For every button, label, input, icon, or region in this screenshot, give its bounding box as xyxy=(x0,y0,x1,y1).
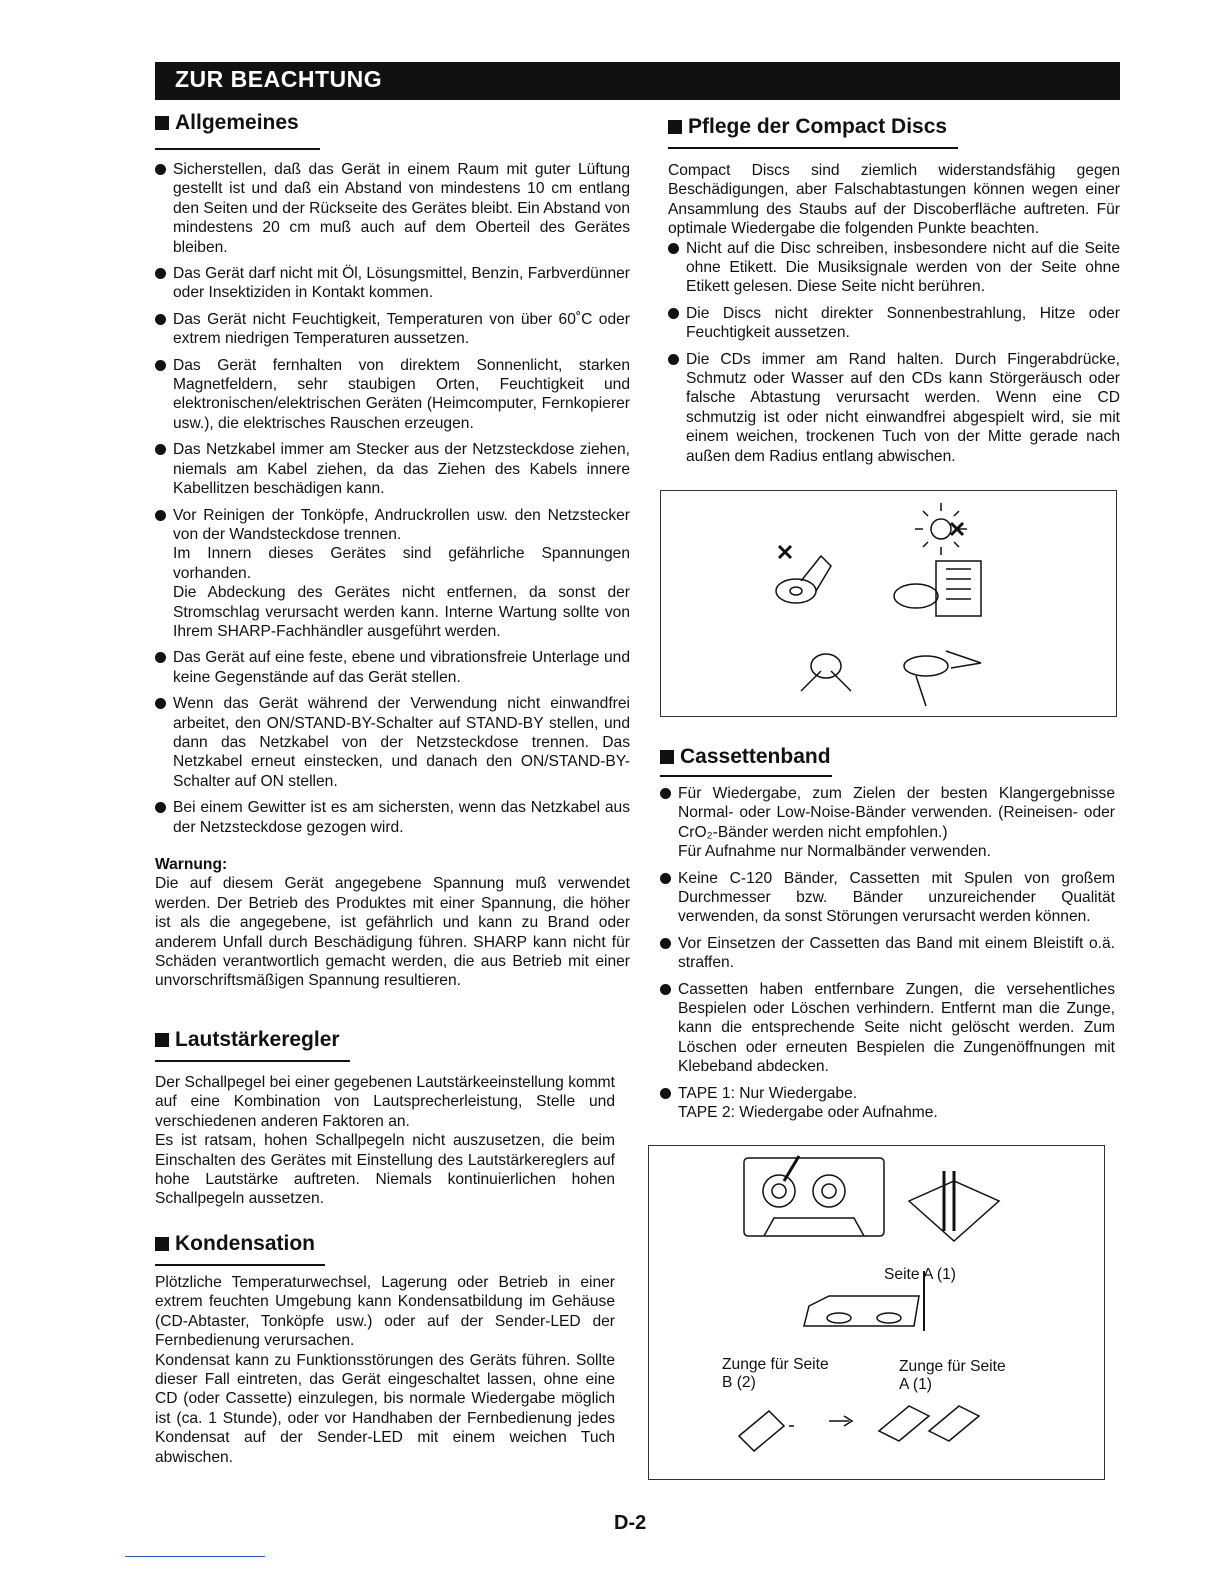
square-bullet-icon xyxy=(155,116,169,130)
paragraph: Kondensat kann zu Funktionsstörungen des Geräts führen. Sollte dieser Fall eintreten, das Gerät eingeschaltet lassen, ohne eine CD (oder Cassette) einzulegen, bis normale Wiedergabe möglich ist (ca. 1 Stunde), oder vor Handhaben der Fernbedienung jedes Kondensat auf der Sender-LED mit einem weichen Tuch abwischen. xyxy=(155,1351,615,1466)
cassette-drawing xyxy=(649,1146,1104,1479)
heading-underline xyxy=(668,147,958,149)
disc-wipe-icon xyxy=(904,656,948,676)
list-item: TAPE 1: Nur Wiedergabe. xyxy=(660,1084,1115,1103)
warning-text: Die auf diesem Gerät angegebene Spannung muß verwendet werden. Der Betrieb des Produktes mit einer Spannung, die höher ist als die angegebene, ist gefährlich und kann zu Brand oder anderem Unfall durch Beschädigung führen. SHARP kann nicht für Schäden verantwortlich gemacht werden, die aus Betrieb mit einer unvorschriftsmäßigen Spannung resultieren. xyxy=(155,875,630,990)
lautstaerke-body xyxy=(155,1073,615,1209)
paragraph: Der Schallpegel bei einer gegebenen Lautstärkeeinstellung kommt auf eine Kombination von Lautsprecherleistung, Stelle und verschiedenen anderen Faktoren an. xyxy=(155,1074,615,1130)
disc-icon xyxy=(776,579,816,603)
disc-hand-icon xyxy=(811,654,841,678)
heading-allgemeines: Allgemeines xyxy=(155,111,299,135)
kondensation-body xyxy=(155,1273,615,1467)
list-item: Vor Reinigen der Tonköpfe, Andruckrollen usw. den Netzstecker von der Wandsteckdose trennen. xyxy=(155,506,630,545)
pflege-body xyxy=(668,161,1120,473)
heading-lautstaerke: Lautstärkeregler xyxy=(155,1028,340,1052)
disc-icon xyxy=(894,584,938,608)
square-bullet-icon xyxy=(155,1237,169,1251)
list-item: Die Discs nicht direkter Sonnenbestrahlung, Hitze oder Feuchtigkeit aussetzen. xyxy=(668,304,1120,343)
list-item-continuation: TAPE 2: Wiedergabe oder Aufnahme. xyxy=(678,1104,938,1122)
square-bullet-icon xyxy=(668,120,682,134)
list-item: Die CDs immer am Rand halten. Durch Fingerabdrücke, Schmutz oder Wasser auf den CDs kann Störgeräusch oder falsche Abtastung verursacht werden. Wenn eine CD schmutzig ist oder nicht einwandfrei abgespielt wird, sie mit einem weichen, trockenen Tuch von der Mitte gerade nach außen dem Radius entlang abwischen. xyxy=(668,350,1120,466)
list-item-continuation: Für Aufnahme nur Normalbänder verwenden. xyxy=(678,843,991,861)
arrow-right-icon xyxy=(829,1416,852,1426)
list-item: Das Gerät nicht Feuchtigkeit, Temperaturen von über 60˚C oder extrem niedrigen Temperaturen aussetzen. xyxy=(155,310,630,349)
sun-icon xyxy=(931,519,951,539)
heading-cassettenband: Cassettenband xyxy=(660,745,831,769)
list-item: Das Gerät auf eine feste, ebene und vibrationsfreie Unterlage und keine Gegenstände auf das Gerät stellen. xyxy=(155,648,630,687)
list-item: Das Netzkabel immer am Stecker aus der Netzsteckdose ziehen, niemals am Kabel ziehen, da das Ziehen des Kabels innere Kabellitzen beschädigen kann. xyxy=(155,440,630,498)
warning-title: Warnung: xyxy=(155,856,228,873)
list-item: Das Gerät darf nicht mit Öl, Lösungsmittel, Benzin, Farbverdünner oder Insektiziden in Kontakt kommen. xyxy=(155,264,630,303)
cross-icon xyxy=(779,546,791,558)
heading-underline xyxy=(155,1264,325,1266)
heading-pflege: Pflege der Compact Discs xyxy=(668,115,947,139)
list-item: Nicht auf die Disc schreiben, insbesondere nicht auf die Seite ohne Etikett. Die Musiksignale werden von der Seite ohne Etikett gelesen. Diese Seite nicht berühren. xyxy=(668,239,1120,297)
page-header-title: ZUR BEACHTUNG xyxy=(175,66,383,92)
list-item: Keine C-120 Bänder, Cassetten mit Spulen von großem Durchmesser bzw. Bänder unzureichender Qualität verwenden, da sonst Störungen verursacht werden können. xyxy=(660,869,1115,927)
list-item: Das Gerät fernhalten von direktem Sonnenlicht, starken Magnetfeldern, sehr staubigen Orten, Feuchtigkeit und elektronischen/elektrischen Geräten (Heimcomputer, Fernkopierer usw.), die elektrisches Rauschen erzeugen. xyxy=(155,356,630,434)
square-bullet-icon xyxy=(155,1033,169,1047)
cassettenband-body xyxy=(660,784,1115,1123)
list-item-continuation: Im Innern dieses Gerätes sind gefährliche Spannungen vorhanden. xyxy=(173,545,630,582)
paragraph: Plötzliche Temperaturwechsel, Lagerung oder Betrieb in einer extrem feuchten Umgebung kann Kondensatbildung im Gehäuse (CD-Abtaster, Tonköpfe usw.) oder auf der Sender-LED der Fernbedienung verursachen. xyxy=(155,1274,615,1350)
label-tab-a: Zunge für Seite A (1) xyxy=(899,1358,1006,1393)
pencil-icon xyxy=(784,1156,799,1181)
cd-care-illustration xyxy=(660,490,1117,717)
label-side-a: Seite A (1) xyxy=(884,1266,956,1283)
label-tab-b: Zunge für Seite B (2) xyxy=(722,1356,829,1391)
tab-break-icon xyxy=(739,1411,794,1451)
heading-underline xyxy=(155,148,320,150)
list-item: Wenn das Gerät während der Verwendung nicht einwandfrei arbeitet, den ON/STAND-BY-Schalter auf STAND-BY stellen, und dann das Netzkabel von der Netzsteckdose trennen. Das Netzkabel erneut einstecken, und danach den ON/STAND-BY-Schalter auf ON stellen. xyxy=(155,694,630,791)
footer-line xyxy=(125,1556,265,1557)
cassette-illustration xyxy=(648,1145,1105,1480)
paragraph: Compact Discs sind ziemlich widerstandsfähig gegen Beschädigungen, aber Falschabtastungen können wegen einer Ansammlung des Staubs auf der Discoberfläche auftreten. Für optimale Wiedergabe die folgenden Punkte beachten. xyxy=(668,162,1120,238)
heading-underline xyxy=(660,775,832,777)
section-header-bar xyxy=(155,62,1120,100)
list-item-continuation: Die Abdeckung des Gerätes nicht entfernen, da sonst der Stromschlag verursacht werden kann. Interne Wartung sollte von Ihrem SHARP-Fachhändler ausgeführt werden. xyxy=(173,584,630,640)
page-number: D-2 xyxy=(614,1512,647,1534)
list-item: Sicherstellen, daß das Gerät in einem Raum mit guter Lüftung gestellt ist und daß ein Abstand von mindestens 10 cm entlang den Seiten und der Rückseite des Gerätes bleibt. Ein Abstand von mindestens 20 cm muß auch auf dem Oberteil des Gerätes bleiben. xyxy=(155,160,630,257)
taped-tab-icon xyxy=(929,1406,979,1441)
taped-tab-icon xyxy=(879,1406,929,1441)
list-item: Vor Einsetzen der Cassetten das Band mit einem Bleistift o.ä. straffen. xyxy=(660,934,1115,973)
allgemeines-body xyxy=(155,160,630,991)
heading-underline xyxy=(155,1060,350,1062)
list-item: Cassetten haben entfernbare Zungen, die versehentliches Bespielen oder Löschen verhindern. Entfernt man die Zunge, kann die entsprechende Seite nicht gelöscht werden. Zum Löschen oder erneuten Bespielen die Zungenöffnungen mit Klebeband abdecken. xyxy=(660,980,1115,1077)
cassette-tabs-icon xyxy=(804,1296,919,1326)
heading-kondensation: Kondensation xyxy=(155,1232,315,1256)
cd-handling-drawing xyxy=(661,491,1116,716)
list-item: Bei einem Gewitter ist es am sichersten, wenn das Netzkabel aus der Netzsteckdose gezogen wird. xyxy=(155,798,630,837)
list-item: Für Wiedergabe, zum Zielen der besten Klangergebnisse Normal- oder Low-Noise-Bänder verwenden. (Reineisen- oder CrO₂-Bänder werden nicht empfohlen.) xyxy=(660,784,1115,842)
square-bullet-icon xyxy=(660,750,674,764)
paragraph: Es ist ratsam, hohen Schallpegeln nicht auszusetzen, die beim Einschalten des Gerätes mit Einstellung des Lautstärkereglers auf hohe Lautstärke auftreten. Niemals kontinuierlichen hohen Schallpegeln aussetzen. xyxy=(155,1132,615,1208)
